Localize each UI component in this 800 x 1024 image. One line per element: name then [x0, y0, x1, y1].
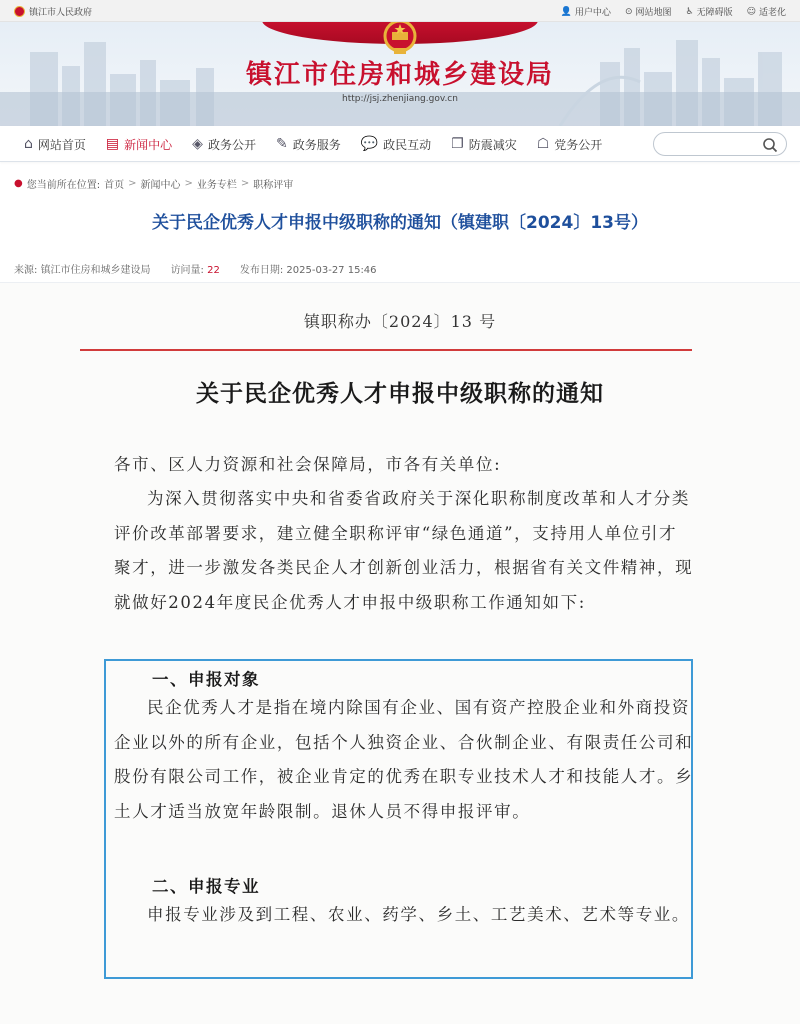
- breadcrumb-current[interactable]: 职称评审: [253, 180, 294, 191]
- location-pin-icon: ●: [14, 178, 23, 189]
- article-title: 关于民企优秀人才申报中级职称的通知（镇建职〔2024〕13号）: [152, 213, 648, 233]
- document-salutation: 各市、区人力资源和社会保障局，市各有关单位:: [114, 455, 502, 474]
- chat-icon: 💬: [360, 136, 379, 152]
- section2-text: 申报专业涉及到工程、农业、药学、乡土、工艺美术、艺术等专业。: [147, 905, 690, 924]
- copy-icon: ❐: [451, 136, 464, 152]
- document-intro: 为深入贯彻落实中央和省委省政府关于深化职称制度改革和人才分类评价改革部署要求，建立健全职称评审“绿色通道”，支持用人单位引才聚才，进一步激发各类民企人才创新创业活力，根据省有关文件精神，现就做好2024年度民企优秀人才申报中级职称工作通知如下:: [114, 489, 694, 612]
- document-number: 镇职称办〔2024〕13 号: [303, 312, 497, 331]
- section1-text: 民企优秀人才是指在境内除国有企业、国有资产控股企业和外商投资企业以外的所有企业，包括个人独资企业、合伙制企业、有限责任公司和股份有限公司工作，被企业肯定的优秀在职专业技术人才和技能人才。乡土人才适当放宽年龄限制。退休人员不得申报评审。: [114, 698, 694, 821]
- site-url: http://jsj.zhenjiang.gov.cn: [342, 94, 458, 104]
- breadcrumb-separator: >: [240, 178, 250, 189]
- search-box: [653, 132, 787, 156]
- breadcrumb-column[interactable]: 业务专栏: [196, 180, 237, 191]
- user-icon: 👤: [560, 6, 572, 17]
- article-meta: [14, 261, 377, 276]
- document-title: 关于民企优秀人才申报中级职称的通知: [196, 380, 604, 407]
- nav-item-gov-affairs[interactable]: ◈ 政务公开: [192, 136, 256, 152]
- breadcrumb: [14, 176, 293, 191]
- elderly-icon: ☺: [746, 6, 756, 17]
- nav-item-news[interactable]: ▤ 新闻中心: [105, 136, 173, 152]
- accessibility-link[interactable]: ♿ 无障碍版: [685, 6, 733, 18]
- home-icon: ⌂: [24, 136, 33, 152]
- user-center-link[interactable]: 👤 用户中心: [560, 6, 611, 18]
- layers-icon: ◈: [192, 136, 203, 152]
- header-banner: [0, 22, 800, 126]
- document-icon: ✎: [275, 136, 288, 152]
- gov-label: 镇江市人民政府: [29, 8, 93, 18]
- party-icon: ☖: [536, 136, 550, 152]
- elderly-mode-link[interactable]: ☺ 适老化: [746, 6, 786, 18]
- main-nav: [0, 126, 800, 162]
- breadcrumb-prefix: 您当前所在位置:: [26, 180, 101, 191]
- nav-item-interaction[interactable]: 💬 政民互动: [360, 136, 432, 152]
- site-title: 镇江市住房和城乡建设局: [245, 60, 554, 90]
- map-pin-icon: ⊙: [624, 6, 633, 17]
- breadcrumb-home[interactable]: 首页: [104, 180, 125, 191]
- breadcrumb-separator: >: [128, 178, 137, 189]
- red-separator-line: [80, 349, 692, 351]
- top-links: [561, 5, 786, 18]
- meta-views: 访问量: 22: [170, 265, 220, 276]
- gov-link[interactable]: [14, 5, 92, 18]
- breadcrumb-separator: >: [184, 178, 193, 189]
- search-icon[interactable]: [762, 137, 778, 153]
- top-bar: [0, 0, 800, 22]
- news-icon: ▤: [105, 136, 120, 152]
- section2-heading: 二、申报专业: [152, 877, 260, 896]
- nav-item-earthquake[interactable]: ❐ 防震减灾: [451, 136, 517, 152]
- national-emblem-icon: [382, 22, 418, 58]
- section1-heading: 一、申报对象: [152, 670, 260, 689]
- nav-item-party-affairs[interactable]: ☖ 党务公开: [536, 136, 603, 152]
- search-input[interactable]: [664, 136, 759, 153]
- meta-source: 来源: 镇江市住房和城乡建设局: [14, 265, 151, 276]
- breadcrumb-news[interactable]: 新闻中心: [140, 180, 181, 191]
- accessibility-icon: ♿: [685, 6, 694, 17]
- meta-date: 发布日期: 2025-03-27 15:46: [239, 265, 377, 276]
- site-map-link[interactable]: ⊙ 网站地图: [624, 6, 672, 18]
- document-image: [0, 283, 800, 1024]
- nav-item-gov-services[interactable]: ✎ 政务服务: [275, 136, 341, 152]
- nav-item-home[interactable]: ⌂ 网站首页: [24, 136, 86, 152]
- national-emblem-icon: [14, 6, 25, 17]
